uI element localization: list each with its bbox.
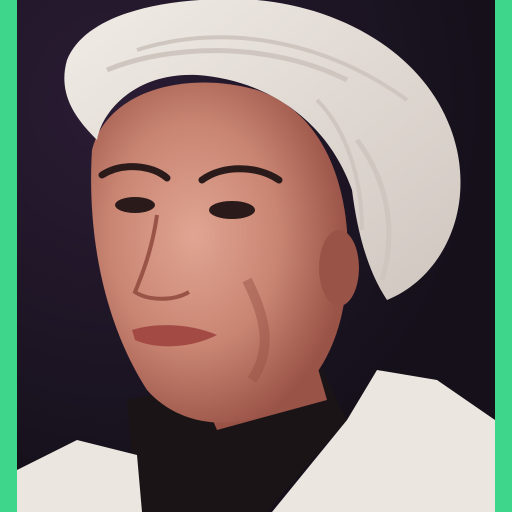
portrait-painting [17,0,495,512]
portrait-svg [17,0,495,512]
right-eye [209,201,255,219]
ear [319,230,359,306]
right-border [495,0,512,512]
left-eye [115,197,155,213]
left-border [0,0,17,512]
